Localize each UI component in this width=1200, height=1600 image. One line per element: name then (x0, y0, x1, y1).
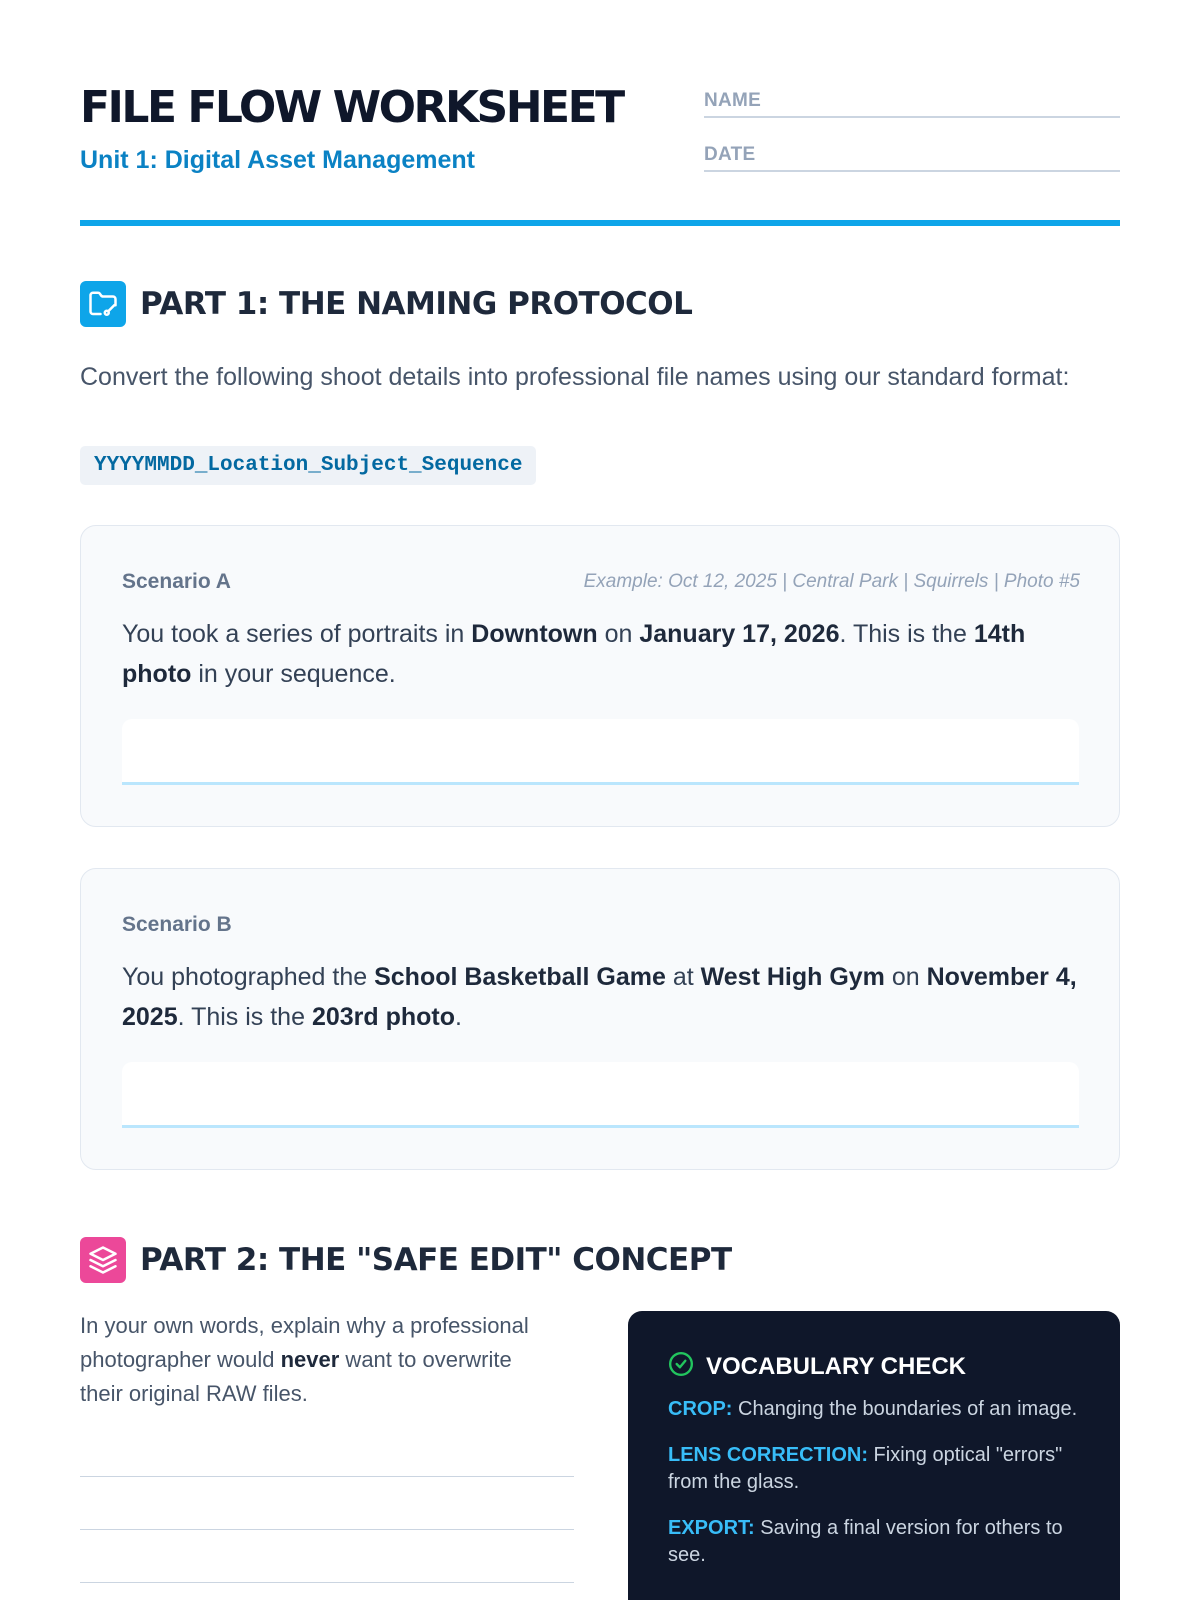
name-field[interactable] (704, 90, 1120, 118)
scenario-b-text: You photographed the School Basketball Game at West High Gym on November 4, 2025. This is the 203rd photo. (122, 963, 1077, 1031)
worksheet-subtitle: Unit 1: Digital Asset Management (80, 146, 475, 174)
part2-header (80, 1237, 732, 1283)
vocab-term: LENS CORRECTION: (668, 1444, 868, 1466)
vocabulary-title: VOCABULARY CHECK (706, 1352, 967, 1380)
part1-title: PART 1: THE NAMING PROTOCOL (140, 286, 693, 322)
name-label: NAME (704, 90, 762, 111)
scenario-a-text: You took a series of portraits in Downtown on January 17, 2026. This is the 14th photo in your sequence. (122, 620, 1026, 688)
vocab-term: CROP: (668, 1398, 733, 1420)
date-field[interactable] (704, 144, 1120, 172)
check-circle-icon (668, 1351, 694, 1382)
layers-icon (80, 1237, 126, 1283)
part1-instructions: Convert the following shoot details into professional file names using our standard format: (80, 363, 1070, 391)
scenario-a-answer-field[interactable] (122, 719, 1079, 785)
vocab-item (668, 1515, 1080, 1569)
scenario-b-label: Scenario B (122, 913, 232, 936)
folder-icon (80, 281, 126, 327)
scenario-a-card (80, 525, 1120, 827)
worksheet-title: FILE FLOW WORKSHEET (80, 82, 623, 133)
part2-prompt: In your own words, explain why a professional photographer would never want to overwrite their original RAW files. (80, 1313, 529, 1406)
vocab-definition: Saving a final version for others to see. (668, 1517, 1063, 1566)
vocab-definition: Fixing optical "errors" from the glass. (668, 1444, 1063, 1493)
part1-header (80, 281, 692, 327)
answer-line[interactable] (80, 1582, 574, 1583)
part2-title: PART 2: THE "SAFE EDIT" CONCEPT (140, 1242, 732, 1278)
vocab-item (668, 1442, 1080, 1496)
scenario-a-label: Scenario A (122, 570, 231, 593)
vocab-term: EXPORT: (668, 1517, 755, 1539)
answer-line[interactable] (80, 1476, 574, 1477)
worksheet-page (80, 0, 1120, 1600)
vocab-item (668, 1396, 1080, 1423)
vocabulary-header (668, 1351, 1080, 1382)
scenario-a-example: Example: Oct 12, 2025 | Central Park | Squirrels | Photo #5 (583, 571, 1080, 592)
scenario-b-answer-field[interactable] (122, 1062, 1079, 1128)
header-divider (80, 220, 1120, 226)
scenario-b-card (80, 868, 1120, 1170)
vocab-definition: Changing the boundaries of an image. (732, 1398, 1078, 1420)
answer-line[interactable] (80, 1529, 574, 1530)
vocabulary-panel (628, 1311, 1120, 1600)
filename-format: YYYYMMDD_Location_Subject_Sequence (80, 446, 536, 485)
date-label: DATE (704, 144, 756, 165)
